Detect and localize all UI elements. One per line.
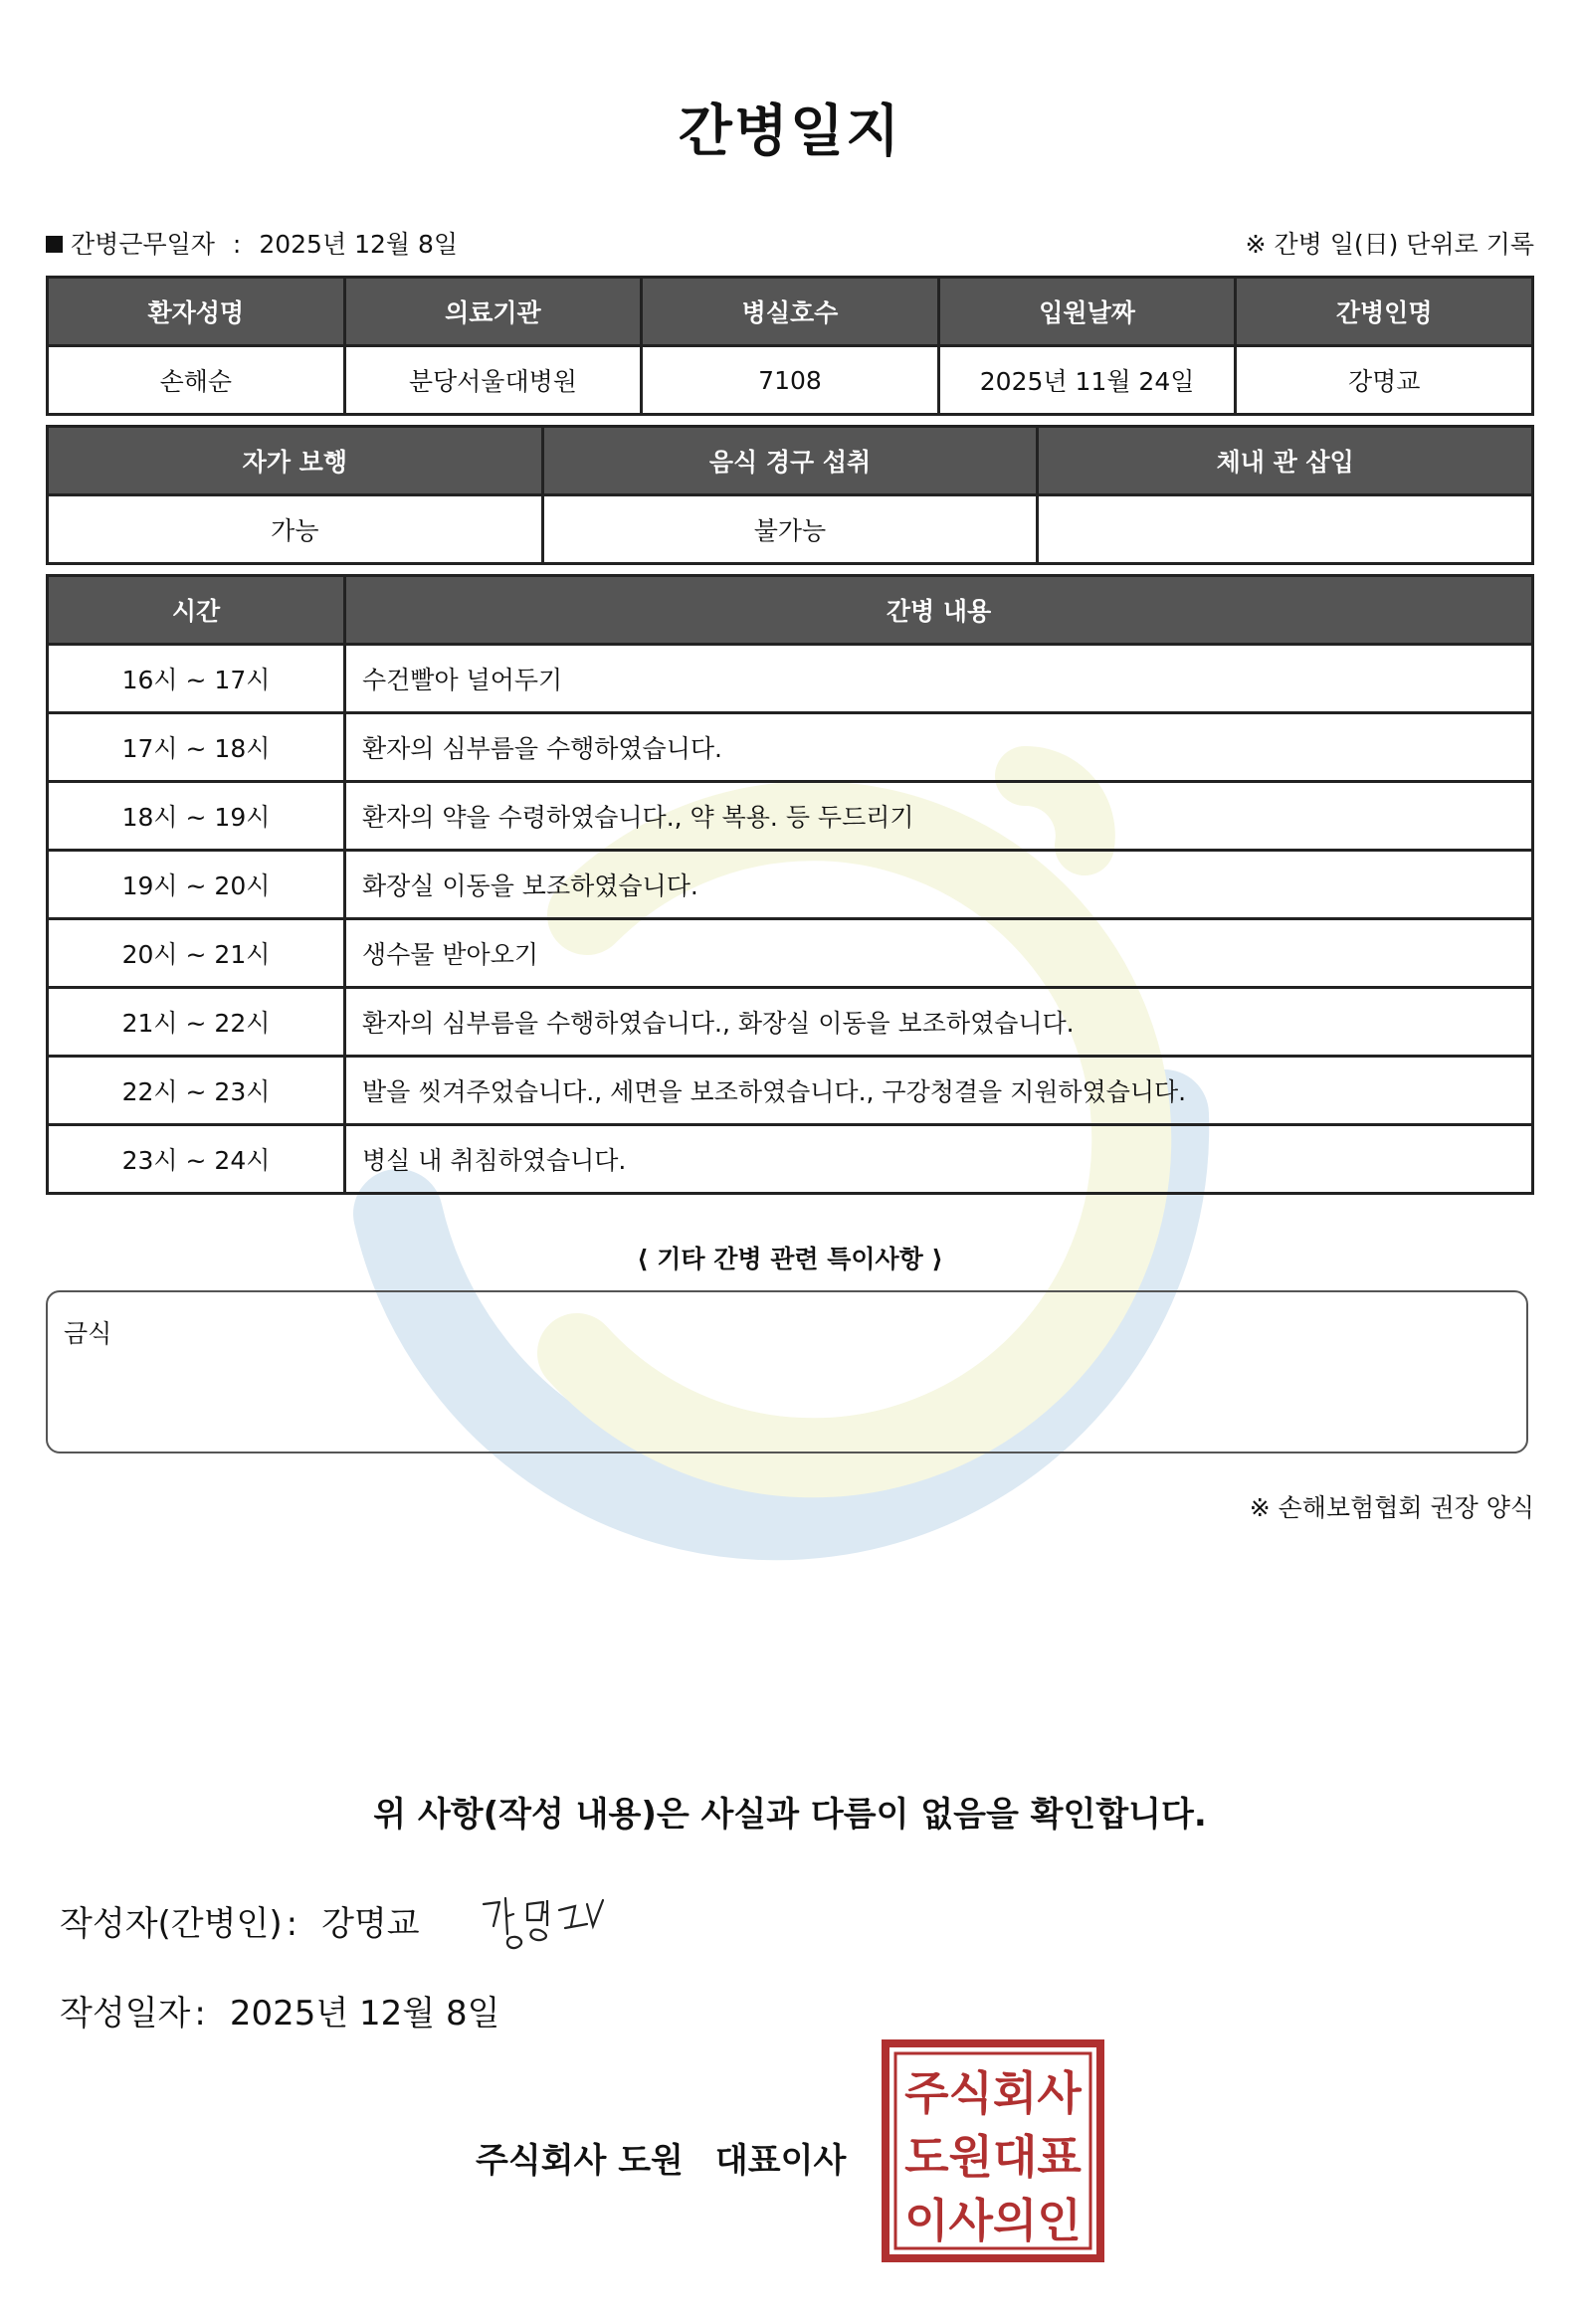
row-content: 수건빨아 널어두기 bbox=[345, 645, 1533, 713]
work-date-label: 간병근무일자 bbox=[71, 230, 215, 259]
seal-line-3: 이사의인 bbox=[904, 2194, 1082, 2247]
admission-date: 2025년 11월 24일 bbox=[938, 346, 1236, 415]
row-time: 22시 ~ 23시 bbox=[48, 1057, 345, 1125]
unit-note: ※ 간병 일(日) 단위로 기록 bbox=[1245, 230, 1534, 259]
table-row bbox=[48, 851, 1533, 919]
written-date-value: 2025년 12월 8일 bbox=[229, 1994, 500, 2034]
room-number: 7108 bbox=[642, 346, 939, 415]
table-row bbox=[48, 713, 1533, 782]
seal-line-1: 주식회사 bbox=[904, 2066, 1082, 2120]
patient-info-table bbox=[46, 276, 1534, 416]
walking-status: 가능 bbox=[48, 495, 543, 564]
header-oral-intake: 음식 경구 섭취 bbox=[542, 427, 1038, 495]
header-admission-date: 입원날짜 bbox=[938, 278, 1236, 346]
company-seal bbox=[882, 2039, 1104, 2262]
row-content: 환자의 심부름을 수행하였습니다. bbox=[345, 713, 1533, 782]
row-content: 발을 씻겨주었습니다., 세면을 보조하였습니다., 구강청결을 지원하였습니다. bbox=[345, 1057, 1533, 1125]
writer-name: 강명교 bbox=[321, 1904, 420, 1944]
square-bullet-icon bbox=[46, 236, 63, 253]
standard-form-note: ※ 손해보험협회 권장 양식 bbox=[1249, 1493, 1534, 1522]
row-time: 21시 ~ 22시 bbox=[48, 988, 345, 1057]
notes-box bbox=[46, 1290, 1528, 1453]
row-content: 환자의 약을 수령하였습니다., 약 복용. 등 두드리기 bbox=[345, 782, 1533, 851]
work-date-value: 2025년 12월 8일 bbox=[259, 230, 459, 259]
patient-status-table bbox=[46, 425, 1534, 565]
handwritten-signature bbox=[476, 1886, 625, 1956]
company-line bbox=[476, 2133, 846, 2182]
row-content: 생수물 받아오기 bbox=[345, 919, 1533, 988]
table-row bbox=[48, 1125, 1533, 1194]
notes-label: ⟨ 기타 간병 관련 특이사항 ⟩ bbox=[637, 1245, 943, 1273]
table-row bbox=[48, 1057, 1533, 1125]
company-name: 주식회사 도원 bbox=[476, 2141, 684, 2181]
patient-name: 손해순 bbox=[48, 346, 345, 415]
header-room: 병실호수 bbox=[642, 278, 939, 346]
row-time: 23시 ~ 24시 bbox=[48, 1125, 345, 1194]
row-content: 환자의 심부름을 수행하였습니다., 화장실 이동을 보조하였습니다. bbox=[345, 988, 1533, 1057]
writer-line: 작성자(간병인) : 강명교 bbox=[60, 1904, 420, 1944]
header-caregiver: 간병인명 bbox=[1236, 278, 1533, 346]
notes-text: 금식 bbox=[64, 1319, 112, 1348]
tube-status bbox=[1038, 495, 1533, 564]
header-hospital: 의료기관 bbox=[344, 278, 642, 346]
written-date-label: 작성일자 bbox=[60, 1994, 191, 2034]
header-tube: 체내 관 삽입 bbox=[1038, 427, 1533, 495]
care-log-table bbox=[46, 574, 1534, 1195]
row-time: 19시 ~ 20시 bbox=[48, 851, 345, 919]
ceo-label: 대표이사 bbox=[714, 2141, 847, 2181]
table-row bbox=[48, 919, 1533, 988]
row-time: 20시 ~ 21시 bbox=[48, 919, 345, 988]
row-content: 화장실 이동을 보조하였습니다. bbox=[345, 851, 1533, 919]
row-time: 18시 ~ 19시 bbox=[48, 782, 345, 851]
header-time: 시간 bbox=[48, 576, 345, 645]
header-walking: 자가 보행 bbox=[48, 427, 543, 495]
writer-label: 작성자(간병인) bbox=[60, 1904, 283, 1944]
caregiver-name: 강명교 bbox=[1236, 346, 1533, 415]
hospital: 분당서울대병원 bbox=[344, 346, 642, 415]
table-row bbox=[48, 645, 1533, 713]
work-date: 간병근무일자 : 2025년 12월 8일 bbox=[46, 225, 458, 261]
row-content: 병실 내 취침하였습니다. bbox=[345, 1125, 1533, 1194]
confirmation-statement: 위 사항(작성 내용)은 사실과 다름이 없음을 확인합니다. bbox=[373, 1795, 1207, 1835]
table-row bbox=[48, 988, 1533, 1057]
seal-line-2: 도원대표 bbox=[904, 2130, 1082, 2184]
written-date-line: 작성일자 : 2025년 12월 8일 bbox=[60, 1994, 500, 2034]
header-care-content: 간병 내용 bbox=[345, 576, 1533, 645]
header-patient-name: 환자성명 bbox=[48, 278, 345, 346]
table-row bbox=[48, 782, 1533, 851]
oral-intake-status: 불가능 bbox=[542, 495, 1038, 564]
page-title: 간병일지 bbox=[678, 99, 902, 164]
row-time: 16시 ~ 17시 bbox=[48, 645, 345, 713]
row-time: 17시 ~ 18시 bbox=[48, 713, 345, 782]
